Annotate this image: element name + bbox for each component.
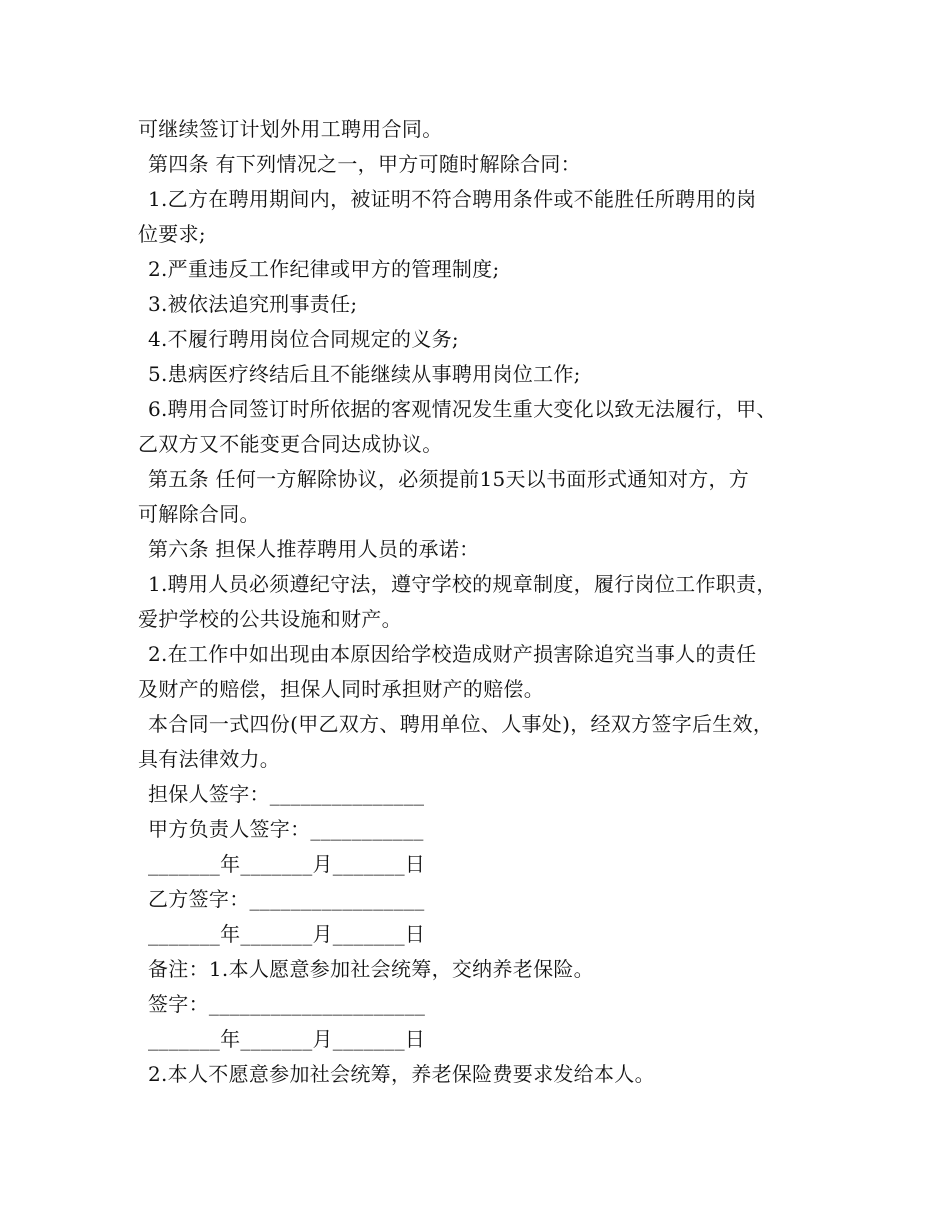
article-4-item-5: 5.患病医疗终结后且不能继续从事聘用岗位工作; [148, 362, 581, 386]
article-6-item-1: 1.聘用人员必须遵纪守法，遵守学校的规章制度，履行岗位工作职责， [148, 572, 777, 596]
article-4-item-1-cont: 位要求; [138, 222, 206, 246]
paragraph-line: 可继续签订计划外用工聘用合同。 [138, 117, 443, 141]
article-4-item-3: 3.被依法追究刑事责任; [148, 292, 358, 316]
party-b-signature-line: 乙方签字：_________________ [148, 887, 425, 911]
article-4-item-6: 6.聘用合同签订时所依据的客观情况发生重大变化以致无法履行，甲、 [148, 397, 777, 421]
article-6-heading: 第六条 担保人推荐聘用人员的承诺： [148, 537, 480, 561]
date-line: _______年_______月_______日 [148, 1027, 426, 1051]
remark-1: 备注：1.本人愿意参加社会统筹，交纳养老保险。 [148, 957, 594, 981]
remark-2: 2.本人不愿意参加社会统筹，养老保险费要求发给本人。 [148, 1062, 655, 1086]
article-4-heading: 第四条 有下列情况之一，甲方可随时解除合同： [148, 152, 581, 176]
article-6-item-2-cont: 及财产的赔偿，担保人同时承担财产的赔偿。 [138, 677, 544, 701]
date-line: _______年_______月_______日 [148, 922, 426, 946]
article-4-item-4: 4.不履行聘用岗位合同规定的义务; [148, 327, 459, 351]
date-line: _______年_______月_______日 [148, 852, 426, 876]
article-6-item-1-cont: 爱护学校的公共设施和财产。 [138, 607, 402, 631]
article-5: 第五条 任何一方解除协议，必须提前15天以书面形式通知对方，方 [148, 467, 750, 491]
article-4-item-2: 2.严重违反工作纪律或甲方的管理制度; [148, 257, 500, 281]
article-4-item-1: 1.乙方在聘用期间内，被证明不符合聘用条件或不能胜任所聘用的岗 [148, 187, 757, 211]
article-5-cont: 可解除合同。 [138, 502, 260, 526]
guarantor-signature-line: 担保人签字：_______________ [148, 782, 425, 806]
contract-text [138, 112, 828, 1092]
remark-signature-line: 签字：_____________________ [148, 992, 426, 1016]
copies-clause-cont: 具有法律效力。 [138, 747, 281, 771]
article-6-item-2: 2.在工作中如出现由本原因给学校造成财产损害除追究当事人的责任 [148, 642, 757, 666]
copies-clause: 本合同一式四份(甲乙双方、聘用单位、人事处)，经双方签字后生效， [148, 712, 774, 736]
party-a-signature-line: 甲方负责人签字：___________ [148, 817, 424, 841]
article-4-item-6-cont: 乙双方又不能变更合同达成协议。 [138, 432, 443, 456]
